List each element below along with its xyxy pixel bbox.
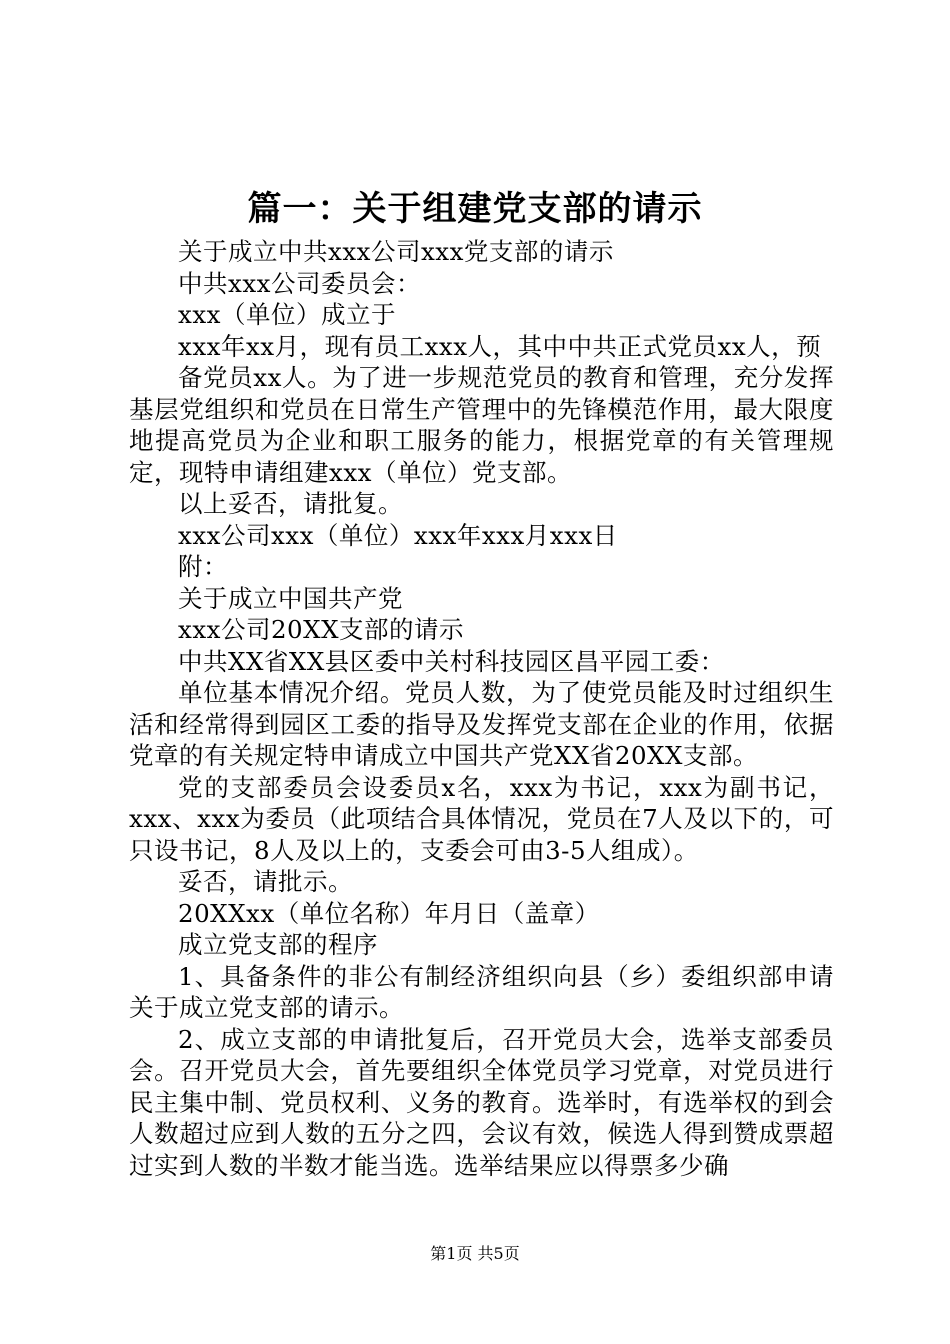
paragraph: 单位基本情况介绍。党员人数，为了使党员能及时过组织生活和经常得到园区工委的指导及发挥党支部在企业的作用，依据党章的有关规定特申请成立中国共产党XX省20XX支部。 bbox=[129, 678, 834, 770]
paragraph: 20XXxx（单位名称）年月日（盖章） bbox=[178, 898, 600, 928]
paragraph: 关于成立中共xxx公司xxx党支部的请示 bbox=[178, 237, 614, 266]
paragraph: xxx公司20XX支部的请示 bbox=[178, 615, 465, 644]
paragraph: 附： bbox=[178, 552, 228, 581]
paragraph: xxx年xx月，现有员工xxx人，其中中共正式党员xx人，预 bbox=[178, 331, 822, 361]
paragraph: 2、成立支部的申请批复后，召开党员大会，选举支部委员会。召开党员大会，首先要组织全体党员学习党章，对党员进行民主集中制、党员权利、义务的教育。选举时，有选举权的到会人数超过应到人数的五分之四，会议有效，候选人得到赞成票超过实到人数的半数才能当选。选举结果应以得票多少确 bbox=[129, 1024, 834, 1180]
paragraph: 党的支部委员会设委员x名，xxx为书记，xxx为副书记，xxx、xxx为委员（此项结合具体情况，党员在7人及以下的，可只设书记，8人及以上的，支委会可由3-5人组成）。 bbox=[129, 772, 834, 865]
paragraph: 以上妥否，请批复。 bbox=[178, 489, 403, 518]
paragraph: xxx（单位）成立于 bbox=[178, 300, 396, 329]
paragraph: 中共xxx公司委员会： bbox=[178, 268, 421, 298]
paragraph: 备党员xx人。为了进一步规范党员的教育和管理，充分发挥基层党组织和党员在日常生产管理中的先锋模范作用，最大限度地提高党员为企业和职工服务的能力，根据党章的有关管理规定，现特申请组建xxx（单位）党支部。 bbox=[129, 363, 834, 487]
paragraph: 关于成立中国共产党 bbox=[178, 583, 403, 613]
paragraph: 成立党支部的程序 bbox=[178, 930, 378, 959]
paragraph: 中共XX省XX县区委中关村科技园区昌平园工委： bbox=[178, 646, 725, 676]
page-number: 第1页 共5页 bbox=[430, 1244, 520, 1263]
paragraph: xxx公司xxx（单位）xxx年xxx月xxx日 bbox=[178, 520, 618, 550]
paragraph: 妥否，请批示。 bbox=[178, 867, 353, 896]
document-body bbox=[129, 236, 834, 1181]
paragraph: 1、具备条件的非公有制经济组织向县（乡）委组织部申请关于成立党支部的请示。 bbox=[129, 961, 834, 1022]
document-title: 篇一：关于组建党支部的请示 bbox=[247, 189, 703, 229]
